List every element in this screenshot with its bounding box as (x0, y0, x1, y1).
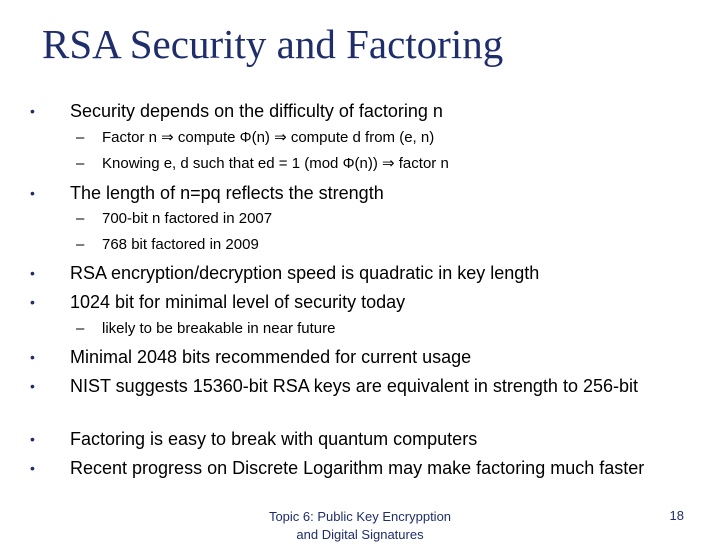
bullet-text: The length of n=pq reflects the strength (70, 183, 384, 203)
bullet-item (30, 374, 690, 398)
bullet-marker: • (30, 294, 35, 310)
bullet-text: 1024 bit for minimal level of security today (70, 292, 406, 312)
bullet-marker: • (30, 349, 35, 365)
sub-bullet-text: Factor n ⇒ compute Φ(n) ⇒ compute d from (e, n) (102, 129, 435, 146)
dash-marker: – (76, 155, 85, 172)
sub-bullet-text: 700-bit n factored in 2007 (102, 210, 273, 227)
dash-marker: – (76, 129, 85, 146)
bullet-marker: • (30, 185, 35, 201)
sub-bullet-item (76, 209, 273, 229)
bullet-marker: • (30, 378, 35, 394)
bullet-marker: • (30, 265, 35, 281)
footer-line-2: and Digital Signatures (296, 527, 424, 542)
bullet-item (30, 290, 406, 314)
bullet-item (30, 456, 660, 480)
bullet-item (30, 99, 443, 123)
sub-bullet-text: 768 bit factored in 2009 (102, 236, 259, 253)
dash-marker: – (76, 320, 85, 337)
bullet-item (30, 427, 478, 451)
bullet-marker: • (30, 431, 35, 447)
sub-bullet-item (76, 319, 336, 339)
bullet-item (30, 261, 540, 285)
bullet-item (30, 345, 472, 369)
bullet-text: Factoring is easy to break with quantum computers (70, 429, 478, 449)
slide-title: RSA Security and Factoring (42, 21, 504, 67)
bullet-text: Recent progress on Discrete Logarithm may make factoring much faster (70, 458, 645, 478)
bullet-text: NIST suggests 15360-bit RSA keys are equivalent in strength to 256-bit (70, 376, 638, 396)
bullet-item (30, 181, 384, 205)
bullet-text: Minimal 2048 bits recommended for current usage (70, 347, 472, 367)
sub-bullet-item (76, 128, 435, 148)
sub-bullet-text: Knowing e, d such that ed = 1 (mod Φ(n)) ⇒ factor n (102, 155, 449, 172)
slide-footer (240, 508, 480, 544)
sub-bullet-text: likely to be breakable in near future (102, 320, 336, 337)
footer-line-1: Topic 6: Public Key Encrypption (268, 509, 452, 524)
bullet-marker: • (30, 460, 35, 476)
bullet-text: RSA encryption/decryption speed is quadratic in key length (70, 263, 540, 283)
bullet-marker: • (30, 103, 35, 119)
dash-marker: – (76, 210, 85, 227)
page-number: 18 (669, 508, 684, 523)
sub-bullet-item (76, 235, 259, 255)
sub-bullet-item (76, 154, 449, 174)
bullet-text: Security depends on the difficulty of factoring n (70, 101, 443, 121)
dash-marker: – (76, 236, 85, 253)
